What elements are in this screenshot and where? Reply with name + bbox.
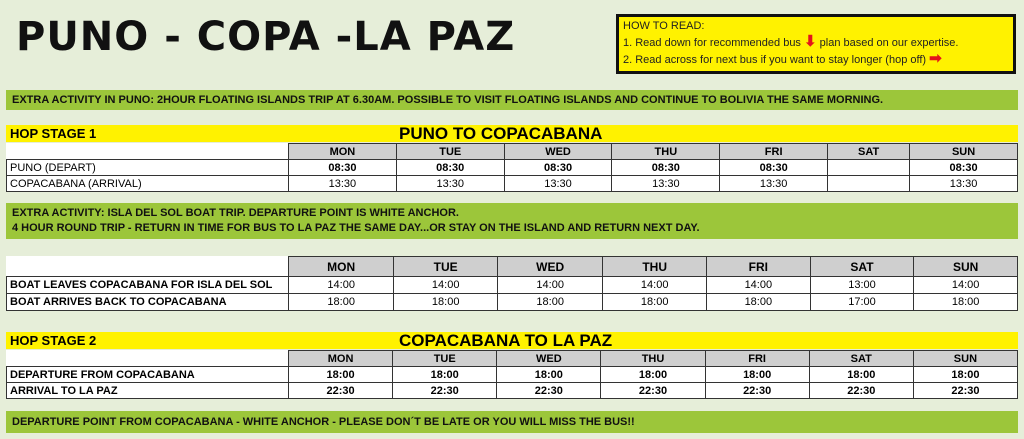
time-cell: 18:00	[913, 367, 1017, 383]
day-header: SAT	[828, 144, 910, 160]
time-cell: 08:30	[504, 160, 612, 176]
isla-del-sol-banner	[6, 203, 1018, 239]
time-cell: 22:30	[705, 383, 809, 399]
isla-banner-line1: EXTRA ACTIVITY: ISLA DEL SOL BOAT TRIP. DEPARTURE POINT IS WHITE ANCHOR.	[12, 207, 459, 219]
time-cell: 14:00	[498, 277, 603, 294]
time-cell	[828, 176, 910, 192]
day-header: TUE	[393, 351, 497, 367]
time-cell: 18:00	[289, 294, 394, 311]
day-header: THU	[612, 144, 720, 160]
row-label: PUNO (DEPART)	[7, 160, 289, 176]
time-cell: 18:00	[705, 367, 809, 383]
time-cell: 13:30	[720, 176, 828, 192]
time-cell: 13:00	[810, 277, 914, 294]
time-cell: 08:30	[396, 160, 504, 176]
time-cell: 14:00	[289, 277, 394, 294]
howto-line2: 2. Read across for next bus if you want to stay longer (hop off)	[623, 54, 927, 66]
stage1-label: HOP STAGE 1	[10, 126, 97, 141]
row-label: COPACABANA (ARRIVAL)	[7, 176, 289, 192]
howto-line1: 1. Read down for recommended bus	[623, 37, 801, 49]
day-header: SAT	[810, 257, 914, 277]
time-cell: 14:00	[603, 277, 707, 294]
day-header: MON	[289, 257, 394, 277]
time-cell: 08:30	[612, 160, 720, 176]
time-cell: 22:30	[497, 383, 601, 399]
day-header: TUE	[396, 144, 504, 160]
puno-activity-banner: EXTRA ACTIVITY IN PUNO: 2HOUR FLOATING ISLANDS TRIP AT 6.30AM. POSSIBLE TO VISIT FLOATING ISLANDS AND CONTINUE TO BOLIVIA THE SAME MORNING.	[6, 90, 1018, 110]
time-cell: 18:00	[498, 294, 603, 311]
time-cell: 22:30	[809, 383, 913, 399]
day-header: MON	[289, 144, 397, 160]
howto-heading: HOW TO READ:	[623, 20, 705, 32]
arrow-down-icon: ⬇	[804, 33, 817, 50]
day-header: THU	[603, 257, 707, 277]
time-cell: 18:00	[601, 367, 705, 383]
time-cell: 18:00	[914, 294, 1018, 311]
day-header: FRI	[707, 257, 811, 277]
day-header: SUN	[914, 257, 1018, 277]
time-cell: 14:00	[394, 277, 498, 294]
time-cell: 08:30	[720, 160, 828, 176]
departure-banner: DEPARTURE POINT FROM COPACABANA - WHITE ANCHOR - PLEASE DON´T BE LATE OR YOU WILL MISS THE BUS!!	[6, 411, 1018, 433]
stage1-table	[6, 143, 1018, 192]
time-cell: 22:30	[393, 383, 497, 399]
time-cell: 08:30	[910, 160, 1018, 176]
row-label: ARRIVAL TO LA PAZ	[7, 383, 289, 399]
day-header: WED	[498, 257, 603, 277]
stage2-route: COPACABANA TO LA PAZ	[399, 331, 613, 350]
time-cell: 22:30	[601, 383, 705, 399]
day-header: SUN	[910, 144, 1018, 160]
day-header: SAT	[809, 351, 913, 367]
table-row	[7, 383, 1018, 399]
stage2-label: HOP STAGE 2	[10, 333, 97, 348]
row-label: BOAT LEAVES COPACABANA FOR ISLA DEL SOL	[7, 277, 289, 294]
time-cell: 13:30	[612, 176, 720, 192]
day-header: FRI	[720, 144, 828, 160]
table-row	[7, 367, 1018, 383]
time-cell: 13:30	[396, 176, 504, 192]
time-cell: 08:30	[289, 160, 397, 176]
time-cell: 22:30	[913, 383, 1017, 399]
stage1-bar	[6, 125, 1018, 142]
time-cell: 18:00	[393, 367, 497, 383]
isla-banner-line2: 4 HOUR ROUND TRIP - RETURN IN TIME FOR BUS TO LA PAZ THE SAME DAY...OR STAY ON THE ISLAND AND RETURN NEXT DAY.	[12, 222, 700, 234]
time-cell: 13:30	[289, 176, 397, 192]
day-header: WED	[504, 144, 612, 160]
row-label: BOAT ARRIVES BACK TO COPACABANA	[7, 294, 289, 311]
boat-table	[6, 256, 1018, 311]
stage2-bar	[6, 332, 1018, 349]
time-cell: 22:30	[289, 383, 393, 399]
stage2-table	[6, 350, 1018, 399]
howto-line1b: plan based on our expertise.	[819, 37, 959, 49]
time-cell: 18:00	[394, 294, 498, 311]
time-cell: 13:30	[504, 176, 612, 192]
page-title: PUNO - COPA -LA PAZ	[16, 14, 516, 60]
day-header: SUN	[913, 351, 1017, 367]
day-header: THU	[601, 351, 705, 367]
table-row	[7, 294, 1018, 311]
time-cell: 14:00	[707, 277, 811, 294]
day-header: FRI	[705, 351, 809, 367]
time-cell: 14:00	[914, 277, 1018, 294]
time-cell: 17:00	[810, 294, 914, 311]
day-header: MON	[289, 351, 393, 367]
table-row	[7, 160, 1018, 176]
table-row	[7, 277, 1018, 294]
time-cell: 18:00	[603, 294, 707, 311]
stage1-route: PUNO TO COPACABANA	[399, 124, 603, 143]
arrow-right-icon: ➡	[929, 50, 942, 67]
row-label: DEPARTURE FROM COPACABANA	[7, 367, 289, 383]
time-cell: 18:00	[289, 367, 393, 383]
time-cell: 13:30	[910, 176, 1018, 192]
time-cell: 18:00	[809, 367, 913, 383]
day-header: TUE	[394, 257, 498, 277]
time-cell: 18:00	[707, 294, 811, 311]
how-to-read-box	[616, 14, 1016, 74]
table-row	[7, 176, 1018, 192]
time-cell	[828, 160, 910, 176]
day-header: WED	[497, 351, 601, 367]
time-cell: 18:00	[497, 367, 601, 383]
